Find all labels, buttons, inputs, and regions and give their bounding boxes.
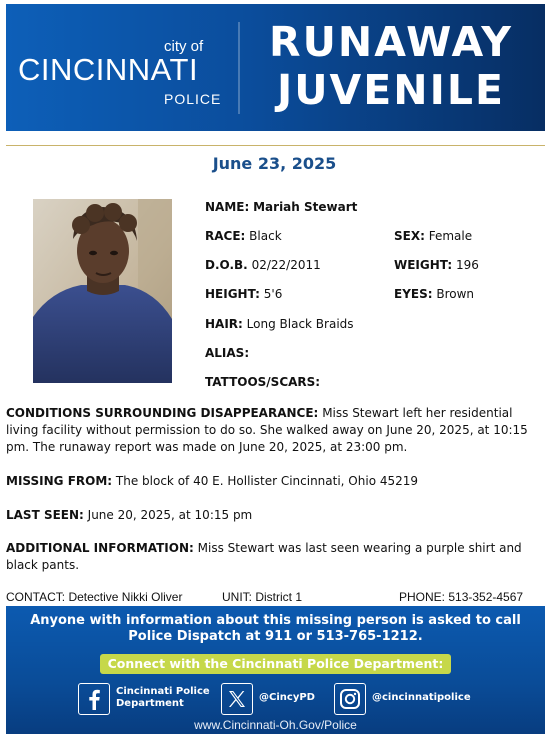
subject-photo-image xyxy=(33,199,172,383)
contact-unit: UNIT: District 1 xyxy=(222,590,303,604)
x-glyph xyxy=(227,689,247,709)
hair-field xyxy=(205,317,354,331)
alias-label: ALIAS: xyxy=(205,346,250,360)
height-field xyxy=(205,287,282,301)
conditions-paragraph xyxy=(6,405,547,456)
last-seen-label: LAST SEEN: xyxy=(6,508,84,522)
last-seen-text: June 20, 2025, at 10:15 pm xyxy=(87,508,253,522)
race-label: RACE: xyxy=(205,229,246,243)
logo-city-of: city of xyxy=(164,38,204,55)
header-banner xyxy=(6,4,545,131)
website-link[interactable]: www.Cincinnati-Oh.Gov/Police xyxy=(194,718,357,732)
connect-banner: Connect with the Cincinnati Police Department: xyxy=(100,654,451,674)
facebook-label[interactable] xyxy=(116,686,210,710)
bulletin-date: June 23, 2025 xyxy=(212,154,337,173)
height-label: HEIGHT: xyxy=(205,287,260,301)
tattoos-label: TATTOOS/SCARS: xyxy=(205,375,321,389)
logo-police: POLICE xyxy=(164,91,222,107)
title-line-1: RUNAWAY xyxy=(269,18,513,66)
x-icon[interactable] xyxy=(221,683,253,715)
sex-label: SEX: xyxy=(394,229,425,243)
eyes-field xyxy=(394,287,474,301)
page-title xyxy=(246,18,536,114)
title-line-2: JUVENILE xyxy=(277,66,505,114)
subject-photo xyxy=(33,199,172,383)
facebook-icon[interactable] xyxy=(78,683,110,715)
eyes-label: EYES: xyxy=(394,287,433,301)
missing-from-label: MISSING FROM: xyxy=(6,474,113,488)
sex-field xyxy=(394,229,472,243)
instagram-icon[interactable] xyxy=(334,683,366,715)
weight-value: 196 xyxy=(455,258,479,272)
hair-value: Long Black Braids xyxy=(246,317,354,331)
hair-label: HAIR: xyxy=(205,317,243,331)
dob-label: D.O.B. xyxy=(205,258,248,272)
contact-phone: PHONE: 513-352-4567 xyxy=(399,590,524,604)
facebook-label-line-1: Cincinnati Police xyxy=(116,686,210,697)
name-value: Mariah Stewart xyxy=(253,200,358,214)
conditions-text: Miss Stewart left her residential living facility without permission to do so. She walked away on June 20, 2025, at 10:15 pm. The runaway report was made on June 20, 2025, at 23:00 pm. xyxy=(6,406,528,454)
x-handle[interactable]: @CincyPD xyxy=(259,692,315,703)
alias-field xyxy=(205,346,249,360)
facebook-label-line-2: Department xyxy=(116,698,184,709)
race-field xyxy=(205,229,282,243)
missing-from-text: The block of 40 E. Hollister Cincinnati, Ohio 45219 xyxy=(115,474,419,488)
additional-info-text: Miss Stewart was last seen wearing a purple shirt and black pants. xyxy=(6,541,522,572)
header-divider xyxy=(238,22,240,114)
name-label: NAME: xyxy=(205,200,250,214)
cincinnati-police-logo xyxy=(18,36,223,111)
additional-info-label: ADDITIONAL INFORMATION: xyxy=(6,541,194,555)
name-field xyxy=(205,200,357,214)
dob-field xyxy=(205,258,321,272)
eyes-value: Brown xyxy=(436,287,475,301)
weight-label: WEIGHT: xyxy=(394,258,453,272)
footer-message: Anyone with information about this missing person is asked to call Police Dispatch at 911 or 513-765-1212. xyxy=(30,613,521,644)
tattoos-field xyxy=(205,375,320,389)
dob-value: 02/22/2011 xyxy=(251,258,321,272)
logo-cincinnati: CINCINNATI xyxy=(18,52,199,87)
height-value: 5'6 xyxy=(263,287,283,301)
contact-detective: CONTACT: Detective Nikki Oliver xyxy=(6,590,183,604)
last-seen-paragraph xyxy=(6,507,547,524)
facebook-glyph xyxy=(85,688,103,710)
missing-from-paragraph xyxy=(6,473,547,490)
instagram-handle[interactable]: @cincinnatipolice xyxy=(372,692,471,703)
footer-banner xyxy=(6,606,545,734)
sex-value: Female xyxy=(428,229,473,243)
weight-field xyxy=(394,258,479,272)
race-value: Black xyxy=(249,229,282,243)
additional-info-paragraph xyxy=(6,540,547,574)
gold-divider xyxy=(6,145,545,146)
instagram-glyph xyxy=(339,688,361,710)
conditions-label: CONDITIONS SURROUNDING DISAPPEARANCE: xyxy=(6,406,319,420)
